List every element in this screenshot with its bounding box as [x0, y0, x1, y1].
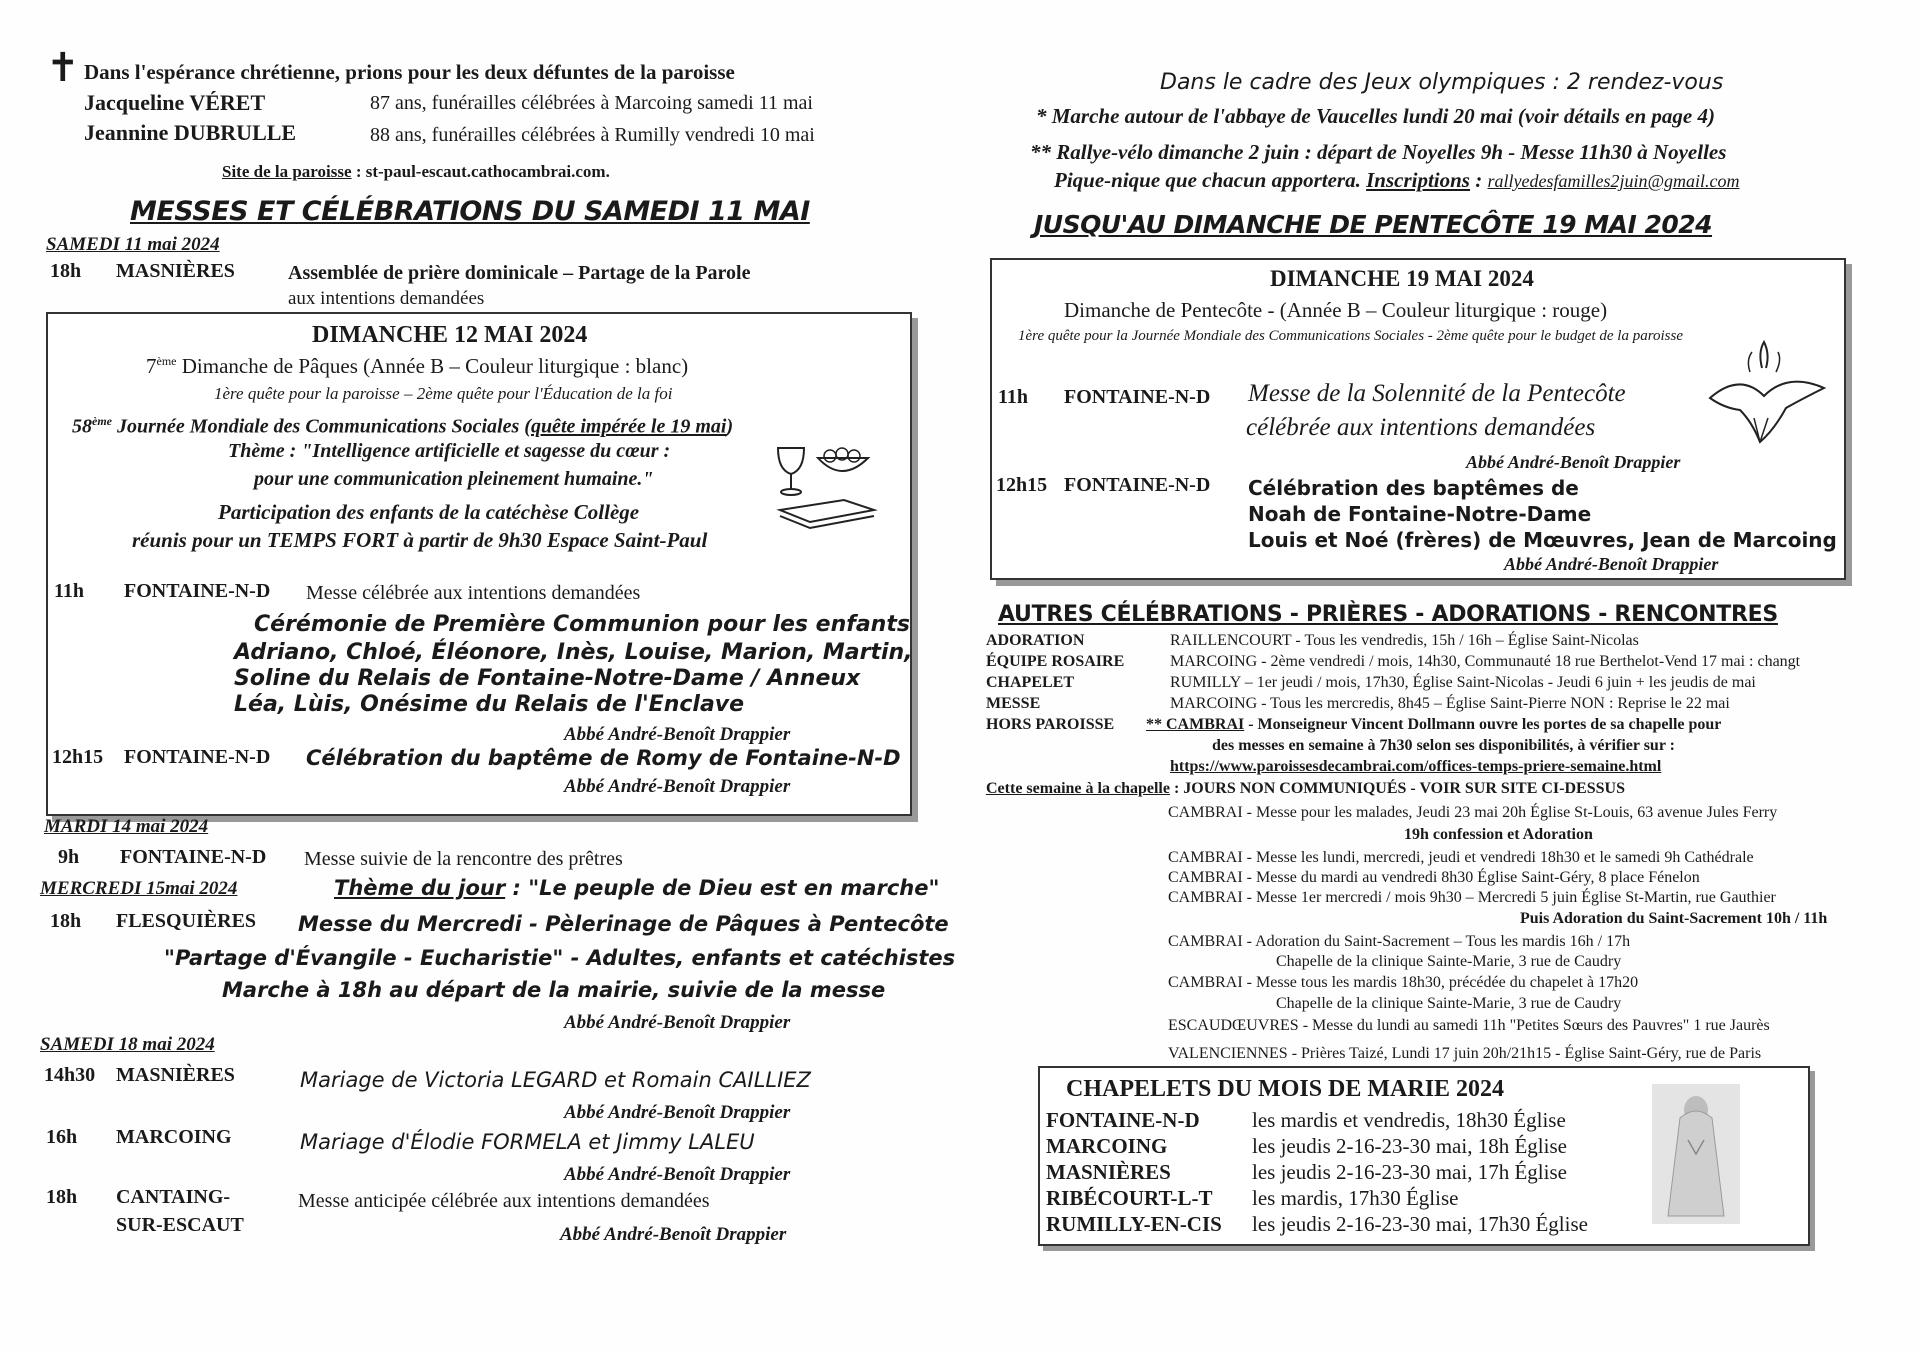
cambrai-line-1: CAMBRAI - Messe pour les malades, Jeudi 23 mai 20h Église St-Louis, 63 avenue Jules Ferry — [1168, 804, 1778, 821]
sat11-place: MASNIÈRES — [116, 260, 235, 282]
sun19-m2-line-2: Noah de Fontaine-Notre-Dame — [1248, 502, 1592, 526]
sun12-m2-time: 12h15 — [52, 746, 104, 768]
jo-line-2: ** Rallye-vélo dimanche 2 juin : départ de Noyelles 9h - Messe 11h30 à Noyelles — [1030, 140, 1727, 164]
jo-line-3 — [1054, 168, 1740, 193]
jo-title: Dans le cadre des Jeux olympiques : 2 rendez-vous — [1160, 70, 1724, 95]
tue14-text: Messe suivie de la rencontre des prêtres — [304, 848, 623, 870]
wed15-line-2: "Partage d'Évangile - Eucharistie" - Adultes, enfants et catéchistes — [164, 946, 956, 970]
chapelets-place-1: FONTAINE-N-D — [1046, 1108, 1200, 1132]
autres-label-2: ÉQUIPE ROSAIRE — [986, 653, 1125, 670]
sat18-e3-time: 18h — [46, 1186, 78, 1208]
autres-label-3: CHAPELET — [986, 674, 1075, 691]
site-url[interactable]: st-paul-escaut.cathocambrai.com. — [365, 162, 610, 181]
dove-icon — [1700, 338, 1830, 448]
wed15-place: FLESQUIÈRES — [116, 910, 257, 932]
chapelets-text-5: les jeudis 2-16-23-30 mai, 17h30 Église — [1252, 1212, 1588, 1236]
sun12-subtitle — [146, 354, 688, 379]
wed15-date: MERCREDI 15mai 2024 — [40, 878, 238, 899]
sun12-signature-1: Abbé André-Benoît Drappier — [564, 724, 791, 745]
cross-icon: ✝ — [46, 45, 80, 90]
sat18-e3-signature: Abbé André-Benoît Drappier — [560, 1224, 787, 1245]
tue14-place: FONTAINE-N-D — [120, 846, 267, 868]
sun12-m1-text: Messe célébrée aux intentions demandées — [306, 582, 641, 604]
autres-text-1: RAILLENCOURT - Tous les vendredis, 15h / 16h – Église Saint-Nicolas — [1170, 632, 1639, 649]
sun19-subtitle: Dimanche de Pentecôte - (Année B – Couleur liturgique : rouge) — [1064, 298, 1608, 322]
tue14-date: MARDI 14 mai 2024 — [44, 816, 209, 837]
chapelets-place-2: MARCOING — [1046, 1134, 1168, 1158]
wed15-theme-text: : "Le peuple de Dieu est en marche" — [505, 876, 940, 900]
sat18-e1-signature: Abbé André-Benoît Drappier — [564, 1102, 791, 1123]
autres-label-4: MESSE — [986, 695, 1041, 712]
chapelets-place-4: RIBÉCOURT-L-T — [1046, 1186, 1213, 1210]
sat18-date: SAMEDI 18 mai 2024 — [40, 1034, 215, 1055]
hors-link[interactable]: https://www.paroissesdecambrai.com/offices-temps-priere-semaine.html — [1170, 758, 1662, 775]
chapelets-place-3: MASNIÈRES — [1046, 1160, 1171, 1184]
sun12-m2-text: Célébration du baptême de Romy de Fontaine-N-D — [306, 746, 901, 770]
sat18-e1-time: 14h30 — [44, 1064, 96, 1086]
sat18-e3-place-2: SUR-ESCAUT — [116, 1214, 244, 1236]
sun19-m1-place: FONTAINE-N-D — [1064, 386, 1211, 408]
jo-line-1: * Marche autour de l'abbaye de Vaucelles lundi 20 mai (voir détails en page 4) — [1036, 104, 1715, 128]
autres-text-4: MARCOING - Tous les mercredis, 8h45 – Église Saint-Pierre NON : Reprise le 22 mai — [1170, 695, 1730, 712]
cambrai-line-11: ESCAUDŒUVRES - Messe du lundi au samedi 11h "Petites Sœurs des Pauvres" 1 rue Jaurès — [1168, 1017, 1770, 1034]
sun12-title: DIMANCHE 12 MAI 2024 — [312, 322, 588, 348]
cambrai-line-7: CAMBRAI - Adoration du Saint-Sacrement – Tous les mardis 16h / 17h — [1168, 933, 1631, 950]
virgin-mary-image — [1652, 1084, 1740, 1224]
sun19-m1-line-1: Messe de la Solennité de la Pentecôte — [1248, 380, 1626, 407]
sun12-m1-place: FONTAINE-N-D — [124, 580, 271, 602]
sun19-m1-line-2: célébrée aux intentions demandées — [1246, 414, 1596, 441]
hors-line-2: des messes en semaine à 7h30 selon ses disponibilités, à vérifier sur : — [1212, 737, 1675, 754]
deceased-name-2: Jeannine DUBRULLE — [84, 120, 297, 145]
jo-picnic: Pique-nique que chacun apportera. — [1054, 168, 1367, 192]
wed15-signature: Abbé André-Benoît Drappier — [564, 1012, 791, 1033]
sun12-theme-2: pour une communication pleinement humaine." — [254, 468, 654, 490]
wed15-time: 18h — [50, 910, 82, 932]
cambrai-line-5: CAMBRAI - Messe 1er mercredi / mois 9h30 – Mercredi 5 juin Église St-Martin, rue Gauthier — [1168, 889, 1776, 906]
sun12-journee — [72, 414, 733, 439]
wed15-theme — [334, 876, 939, 900]
sun12-sub-text: Dimanche de Pâques (Année B – Couleur liturgique : blanc) — [176, 354, 689, 378]
cambrai-line-8: Chapelle de la clinique Sainte-Marie, 3 rue de Caudry — [1276, 953, 1622, 970]
sat11-date: SAMEDI 11 mai 2024 — [46, 234, 220, 255]
sat18-e2-time: 16h — [46, 1126, 78, 1148]
hors-cambrai: ** CAMBRAI — [1146, 716, 1245, 733]
sun12-m2-place: FONTAINE-N-D — [124, 746, 271, 768]
sat18-e3-place-1: CANTAING- — [116, 1186, 231, 1208]
deceased-detail-1: 87 ans, funérailles célébrées à Marcoing samedi 11 mai — [370, 92, 813, 114]
chapelets-place-5: RUMILLY-EN-CIS — [1046, 1212, 1222, 1236]
masses-title: MESSES ET CÉLÉBRATIONS DU SAMEDI 11 MAI — [130, 196, 810, 227]
chapelets-text-1: les mardis et vendredis, 18h30 Église — [1252, 1108, 1566, 1132]
tue14-time: 9h — [58, 846, 80, 868]
chapelle-label: Cette semaine à la chapelle — [986, 780, 1170, 797]
jo-colon: : — [1469, 168, 1488, 192]
sun12-participation-2: réunis pour un TEMPS FORT à partir de 9h30 Espace Saint-Paul — [132, 528, 708, 552]
cambrai-line-10: Chapelle de la clinique Sainte-Marie, 3 rue de Caudry — [1276, 995, 1622, 1012]
journee-num: 58 — [72, 415, 92, 438]
sat18-e3-text: Messe anticipée célébrée aux intentions demandées — [298, 1190, 710, 1212]
wed15-theme-label: Thème du jour — [334, 876, 506, 900]
cambrai-line-3: CAMBRAI - Messe les lundi, mercredi, jeudi et vendredi 18h30 et le samedi 9h Cathédrale — [1168, 849, 1754, 866]
sun19-m1-signature: Abbé André-Benoît Drappier — [1466, 452, 1681, 472]
wed15-line-1: Messe du Mercredi - Pèlerinage de Pâques à Pentecôte — [298, 912, 949, 936]
hors-line-1 — [1146, 716, 1721, 734]
sat18-e2-place: MARCOING — [116, 1126, 232, 1148]
cambrai-line-9: CAMBRAI - Messe tous les mardis 18h30, précédée du chapelet à 17h20 — [1168, 974, 1639, 991]
sun19-m2-signature: Abbé André-Benoît Drappier — [1504, 554, 1719, 574]
journee-text: Journée Mondiale des Communications Sociales ( — [112, 415, 531, 438]
communion-line-4: Léa, Lùis, Onésime du Relais de l'Enclave — [234, 692, 745, 717]
chapelets-title: CHAPELETS DU MOIS DE MARIE 2024 — [1066, 1076, 1505, 1102]
autres-text-2: MARCOING - 2ème vendredi / mois, 14h30, Communauté 18 rue Berthelot-Vend 17 mai : changt — [1170, 653, 1801, 670]
cambrai-line-4: CAMBRAI - Messe du mardi au vendredi 8h30 Église Saint-Géry, 8 place Fénelon — [1168, 869, 1700, 886]
cambrai-line-2: 19h confession et Adoration — [1404, 826, 1593, 843]
cambrai-line-6: Puis Adoration du Saint-Sacrement 10h / 11h — [1520, 910, 1828, 927]
sun19-quete: 1ère quête pour la Journée Mondiale des Communications Sociales - 2ème quête pour le budget de la paroisse — [1018, 328, 1684, 344]
sat11-time: 18h — [50, 260, 82, 282]
sun12-sub-sup: ème — [156, 354, 177, 368]
jo-email-link[interactable]: rallyedesfamilles2juin@gmail.com — [1487, 171, 1740, 191]
sat18-e2-signature: Abbé André-Benoît Drappier — [564, 1164, 791, 1185]
sat11-line1: Assemblée de prière dominicale – Partage de la Parole — [288, 262, 751, 284]
hors-label: HORS PAROISSE — [986, 716, 1115, 733]
deceased-detail-2: 88 ans, funérailles célébrées à Rumilly vendredi 10 mai — [370, 124, 815, 146]
sun19-m2-time: 12h15 — [996, 474, 1048, 496]
communion-line-3: Soline du Relais de Fontaine-Notre-Dame / Anneux — [234, 666, 861, 691]
sat18-e2-text: Mariage d'Élodie FORMELA et Jimmy LALEU — [300, 1130, 755, 1154]
chalice-bread-icon — [770, 444, 880, 530]
chapelets-text-2: les jeudis 2-16-23-30 mai, 18h Église — [1252, 1134, 1567, 1158]
sun12-theme-1: Thème : "Intelligence artificielle et sagesse du cœur : — [228, 440, 671, 462]
sun19-m2-place: FONTAINE-N-D — [1064, 474, 1211, 496]
journee-sup: ème — [92, 414, 112, 428]
sat11-line2: aux intentions demandées — [288, 288, 485, 309]
communion-line-1: Cérémonie de Première Communion pour les enfants — [254, 612, 910, 637]
autres-title: AUTRES CÉLÉBRATIONS - PRIÈRES - ADORATIONS - RENCONTRES — [998, 602, 1778, 627]
sun12-signature-2: Abbé André-Benoît Drappier — [564, 776, 791, 797]
wed15-line-3: Marche à 18h au départ de la mairie, suivie de la messe — [222, 978, 886, 1002]
chapelets-text-3: les jeudis 2-16-23-30 mai, 17h Église — [1252, 1160, 1567, 1184]
chapelle-text: : JOURS NON COMMUNIQUÉS - VOIR SUR SITE CI-DESSUS — [1169, 780, 1625, 797]
deceased-intro: Dans l'espérance chrétienne, prions pour les deux défuntes de la paroisse — [84, 60, 735, 84]
chapelle-line — [986, 780, 1625, 798]
sat18-e1-place: MASNIÈRES — [116, 1064, 235, 1086]
hors-l1-text: - Monseigneur Vincent Dollmann ouvre les portes de sa chapelle pour — [1244, 716, 1722, 733]
cambrai-line-12: VALENCIENNES - Prières Taizé, Lundi 17 juin 20h/21h15 - Église Saint-Géry, rue de Paris — [1168, 1045, 1762, 1062]
sun19-m1-time: 11h — [998, 386, 1029, 408]
sun12-participation-1: Participation des enfants de la catéchèse Collège — [218, 500, 640, 524]
sun12-sub-num: 7 — [146, 354, 157, 378]
sun19-m2-line-1: Célébration des baptêmes de — [1248, 476, 1579, 500]
sat18-e1-text: Mariage de Victoria LEGARD et Romain CAILLIEZ — [300, 1068, 811, 1092]
sun19-m2-line-3: Louis et Noé (frères) de Mœuvres, Jean de Marcoing — [1248, 528, 1837, 552]
pentecost-title: JUSQU'AU DIMANCHE DE PENTECÔTE 19 MAI 2024 — [1034, 210, 1713, 239]
communion-line-2: Adriano, Chloé, Éléonore, Inès, Louise, Marion, Martin, — [234, 640, 913, 665]
site-line — [222, 162, 610, 182]
sun12-m1-time: 11h — [54, 580, 85, 602]
autres-label-1: ADORATION — [986, 632, 1085, 649]
site-sep: : — [351, 162, 366, 181]
journee-end: ) — [726, 415, 734, 438]
sun12-quete: 1ère quête pour la paroisse – 2ème quête pour l'Éducation de la foi — [214, 384, 673, 403]
site-label: Site de la paroisse — [222, 162, 352, 181]
autres-text-3: RUMILLY – 1er jeudi / mois, 17h30, Église Saint-Nicolas - Jeudi 6 juin + les jeudis de mai — [1170, 674, 1756, 691]
sun19-title: DIMANCHE 19 MAI 2024 — [1270, 266, 1534, 291]
journee-quete-imperee: quête impérée le 19 mai — [530, 415, 727, 438]
jo-inscriptions-label: Inscriptions — [1366, 168, 1470, 192]
chapelets-text-4: les mardis, 17h30 Église — [1252, 1186, 1459, 1210]
deceased-name-1: Jacqueline VÉRET — [84, 90, 266, 115]
